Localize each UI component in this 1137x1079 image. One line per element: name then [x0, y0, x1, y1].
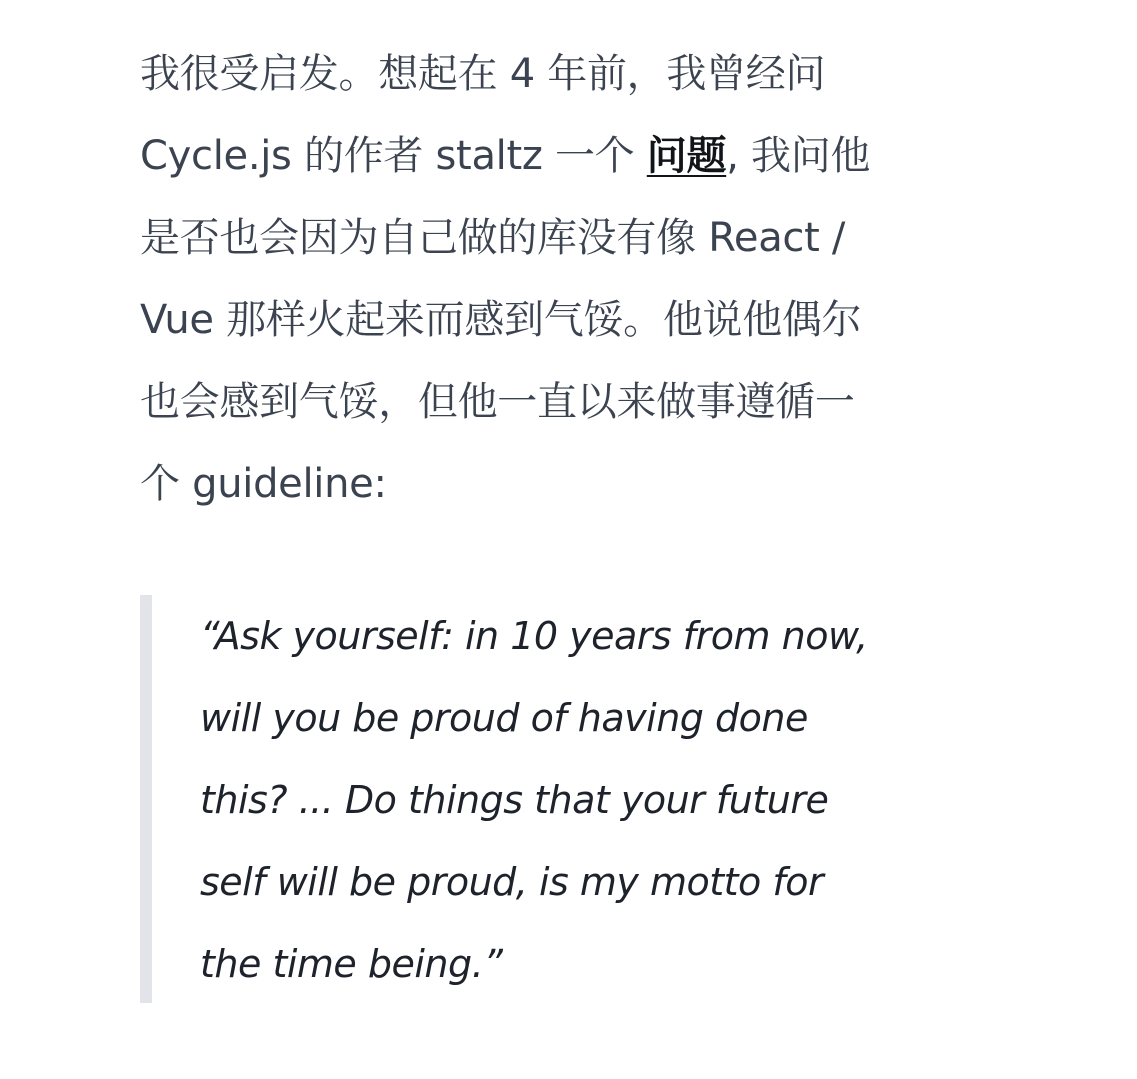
quote-line: will you be proud of having done: [200, 696, 808, 740]
blockquote: [140, 595, 1000, 1003]
paragraph-line: 是否也会因为自己做的库没有像 React /: [140, 215, 846, 261]
quote-bar: [140, 595, 152, 1003]
paragraph-text: , 我问他: [726, 133, 871, 179]
paragraph-line: [140, 115, 1010, 197]
quote-line: self will be proud, is my motto for: [200, 860, 824, 904]
body-paragraph: [140, 33, 1010, 525]
paragraph-text: Cycle.js 的作者 staltz 一个: [140, 133, 647, 179]
paragraph-line: 也会感到气馁，但他一直以来做事遵循一: [140, 379, 855, 425]
quote-line: this? ... Do things that your future: [200, 778, 829, 822]
paragraph-line: 我很受启发。想起在 4 年前，我曾经问: [140, 51, 826, 97]
quote-text: [200, 595, 1000, 1005]
paragraph-line: Vue 那样火起来而感到气馁。他说他偶尔: [140, 297, 862, 343]
question-link[interactable]: 问题: [646, 133, 727, 179]
quote-line: “Ask yourself: in 10 years from now,: [200, 614, 868, 658]
paragraph-line: 个 guideline:: [140, 461, 387, 507]
quote-line: the time being.”: [200, 942, 503, 986]
